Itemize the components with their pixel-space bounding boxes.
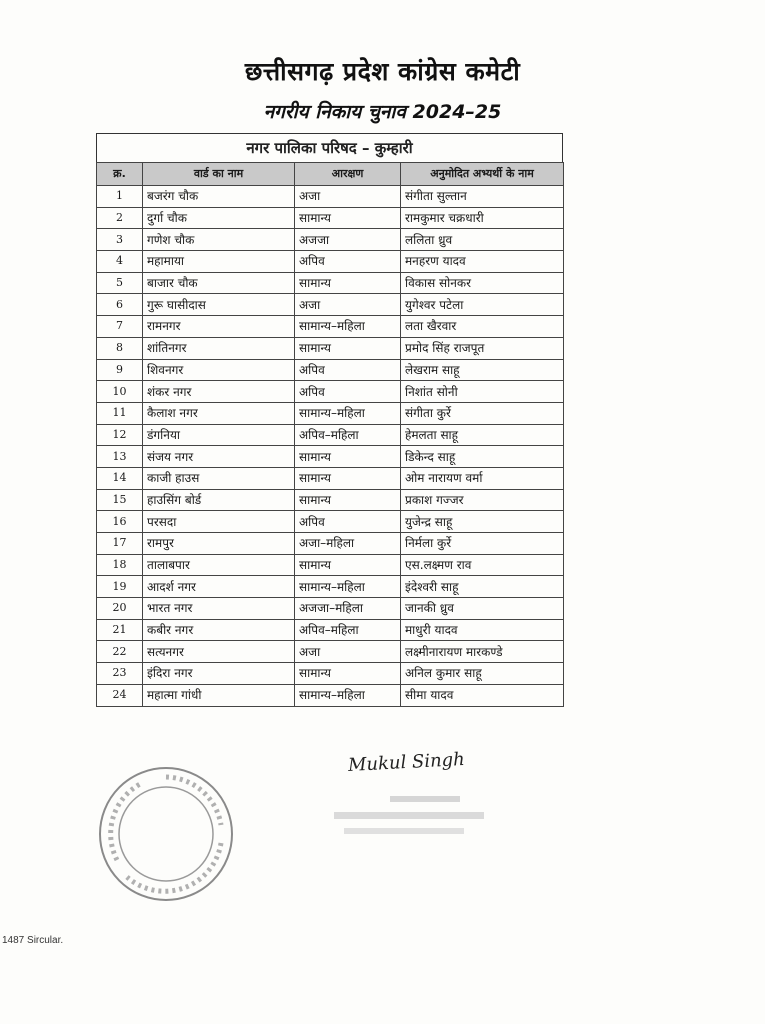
serial-cell: 7: [97, 316, 143, 338]
candidate-name-cell: लेखराम साहू: [401, 359, 564, 381]
serial-cell: 6: [97, 294, 143, 316]
reservation-cell: सामान्य: [295, 207, 401, 229]
table-row: [97, 381, 564, 403]
column-header-ward: वार्ड का नाम: [143, 163, 295, 186]
candidate-name-cell: एस.लक्ष्मण राव: [401, 554, 564, 576]
ward-name-cell: काजी हाउस: [143, 467, 295, 489]
candidate-name-cell: सीमा यादव: [401, 684, 564, 706]
ward-name-cell: तालाबपार: [143, 554, 295, 576]
table-row: [97, 316, 564, 338]
reservation-cell: सामान्य: [295, 489, 401, 511]
candidate-name-cell: संगीता सुल्तान: [401, 186, 564, 208]
table-row: [97, 663, 564, 685]
serial-cell: 1: [97, 186, 143, 208]
candidate-name-cell: संगीता कुर्रे: [401, 402, 564, 424]
candidate-name-cell: जानकी ध्रुव: [401, 598, 564, 620]
reservation-cell: सामान्य: [295, 446, 401, 468]
table-row: [97, 511, 564, 533]
table-row: [97, 402, 564, 424]
candidate-name-cell: युजेन्द्र साहू: [401, 511, 564, 533]
table-row: [97, 619, 564, 641]
table-row: [97, 424, 564, 446]
table-row: [97, 554, 564, 576]
candidate-name-cell: लक्ष्मीनारायण मारकण्डे: [401, 641, 564, 663]
ward-name-cell: कबीर नगर: [143, 619, 295, 641]
serial-cell: 21: [97, 619, 143, 641]
ward-name-cell: महात्मा गांधी: [143, 684, 295, 706]
candidate-name-cell: रामकुमार चक्रधारी: [401, 207, 564, 229]
candidate-name-cell: प्रमोद सिंह राजपूत: [401, 337, 564, 359]
reservation-cell: सामान्य: [295, 663, 401, 685]
table-row: [97, 272, 564, 294]
table-row: [97, 533, 564, 555]
ward-name-cell: दुर्गा चौक: [143, 207, 295, 229]
document-subtitle: नगरीय निकाय चुनाव 2024–25: [263, 101, 502, 123]
reservation-cell: सामान्य: [295, 554, 401, 576]
serial-cell: 16: [97, 511, 143, 533]
table-row: [97, 359, 564, 381]
table-row: [97, 598, 564, 620]
reservation-cell: अपिव: [295, 359, 401, 381]
reservation-cell: अजा: [295, 186, 401, 208]
table-row: [97, 446, 564, 468]
reservation-cell: अपिव: [295, 251, 401, 273]
candidate-name-cell: निशांत सोनी: [401, 381, 564, 403]
table-row: [97, 489, 564, 511]
column-header-serial: क्र.: [97, 163, 143, 186]
serial-cell: 8: [97, 337, 143, 359]
candidate-name-cell: युगेश्वर पटेला: [401, 294, 564, 316]
ward-name-cell: परसदा: [143, 511, 295, 533]
table-row: [97, 337, 564, 359]
reservation-cell: सामान्य: [295, 337, 401, 359]
serial-cell: 20: [97, 598, 143, 620]
serial-cell: 12: [97, 424, 143, 446]
table-row: [97, 251, 564, 273]
candidate-name-cell: इंदेश्वरी साहू: [401, 576, 564, 598]
reservation-cell: अजा: [295, 294, 401, 316]
candidate-name-cell: प्रकाश गज्जर: [401, 489, 564, 511]
candidate-name-cell: विकास सोनकर: [401, 272, 564, 294]
serial-cell: 22: [97, 641, 143, 663]
table-row: [97, 641, 564, 663]
candidate-name-cell: ललिता ध्रुव: [401, 229, 564, 251]
column-header-reservation: आरक्षण: [295, 163, 401, 186]
candidate-name-cell: डिकेन्द साहू: [401, 446, 564, 468]
ward-name-cell: गणेश चौक: [143, 229, 295, 251]
serial-cell: 18: [97, 554, 143, 576]
reservation-cell: सामान्य–महिला: [295, 402, 401, 424]
reservation-cell: सामान्य: [295, 467, 401, 489]
reservation-cell: अपिव–महिला: [295, 424, 401, 446]
table-header-row: [97, 163, 564, 186]
ward-name-cell: डंगनिया: [143, 424, 295, 446]
reservation-cell: अपिव: [295, 381, 401, 403]
ward-name-cell: भारत नगर: [143, 598, 295, 620]
faded-stamp-text: [330, 792, 520, 852]
council-heading: नगर पालिका परिषद – कुम्हारी: [96, 133, 563, 162]
candidate-name-cell: मनहरण यादव: [401, 251, 564, 273]
reservation-cell: सामान्य: [295, 272, 401, 294]
serial-cell: 9: [97, 359, 143, 381]
reservation-cell: अपिव–महिला: [295, 619, 401, 641]
serial-cell: 24: [97, 684, 143, 706]
table-body: [97, 186, 564, 707]
table-row: [97, 207, 564, 229]
ward-name-cell: आदर्श नगर: [143, 576, 295, 598]
candidate-name-cell: लता खैरवार: [401, 316, 564, 338]
ward-name-cell: महामाया: [143, 251, 295, 273]
footnote-text: 1487 Sircular.: [2, 935, 64, 946]
table-row: [97, 186, 564, 208]
candidate-name-cell: निर्मला कुर्रे: [401, 533, 564, 555]
table-row: [97, 576, 564, 598]
ward-name-cell: शिवनगर: [143, 359, 295, 381]
serial-cell: 10: [97, 381, 143, 403]
ward-name-cell: रामपुर: [143, 533, 295, 555]
candidate-table: [96, 162, 564, 707]
table-row: [97, 467, 564, 489]
candidate-name-cell: ओम नारायण वर्मा: [401, 467, 564, 489]
reservation-cell: अजजा: [295, 229, 401, 251]
column-header-candidate: अनुमोदित अभ्यर्थी के नाम: [401, 163, 564, 186]
ward-name-cell: शंकर नगर: [143, 381, 295, 403]
table-row: [97, 684, 564, 706]
reservation-cell: अजजा–महिला: [295, 598, 401, 620]
reservation-cell: सामान्य–महिला: [295, 576, 401, 598]
serial-cell: 4: [97, 251, 143, 273]
serial-cell: 23: [97, 663, 143, 685]
official-seal-stamp: [97, 765, 235, 903]
candidate-name-cell: हेमलता साहू: [401, 424, 564, 446]
serial-cell: 17: [97, 533, 143, 555]
reservation-cell: अपिव: [295, 511, 401, 533]
ward-name-cell: बाजार चौक: [143, 272, 295, 294]
reservation-cell: सामान्य–महिला: [295, 316, 401, 338]
serial-cell: 3: [97, 229, 143, 251]
signature: Mukul Singh: [347, 748, 466, 777]
ward-name-cell: बजरंग चौक: [143, 186, 295, 208]
serial-cell: 5: [97, 272, 143, 294]
ward-name-cell: सत्यनगर: [143, 641, 295, 663]
serial-cell: 2: [97, 207, 143, 229]
ward-name-cell: रामनगर: [143, 316, 295, 338]
candidate-name-cell: माधुरी यादव: [401, 619, 564, 641]
serial-cell: 19: [97, 576, 143, 598]
reservation-cell: अजा–महिला: [295, 533, 401, 555]
ward-name-cell: कैलाश नगर: [143, 402, 295, 424]
ward-name-cell: गुरू घासीदास: [143, 294, 295, 316]
candidate-name-cell: अनिल कुमार साहू: [401, 663, 564, 685]
ward-name-cell: हाउसिंग बोर्ड: [143, 489, 295, 511]
serial-cell: 14: [97, 467, 143, 489]
table-row: [97, 229, 564, 251]
document-title: छत्तीसगढ़ प्रदेश कांग्रेस कमेटी: [244, 57, 521, 86]
serial-cell: 11: [97, 402, 143, 424]
serial-cell: 15: [97, 489, 143, 511]
reservation-cell: सामान्य–महिला: [295, 684, 401, 706]
candidate-table-container: [96, 133, 563, 707]
serial-cell: 13: [97, 446, 143, 468]
ward-name-cell: इंदिरा नगर: [143, 663, 295, 685]
ward-name-cell: संजय नगर: [143, 446, 295, 468]
ward-name-cell: शांतिनगर: [143, 337, 295, 359]
table-row: [97, 294, 564, 316]
reservation-cell: अजा: [295, 641, 401, 663]
